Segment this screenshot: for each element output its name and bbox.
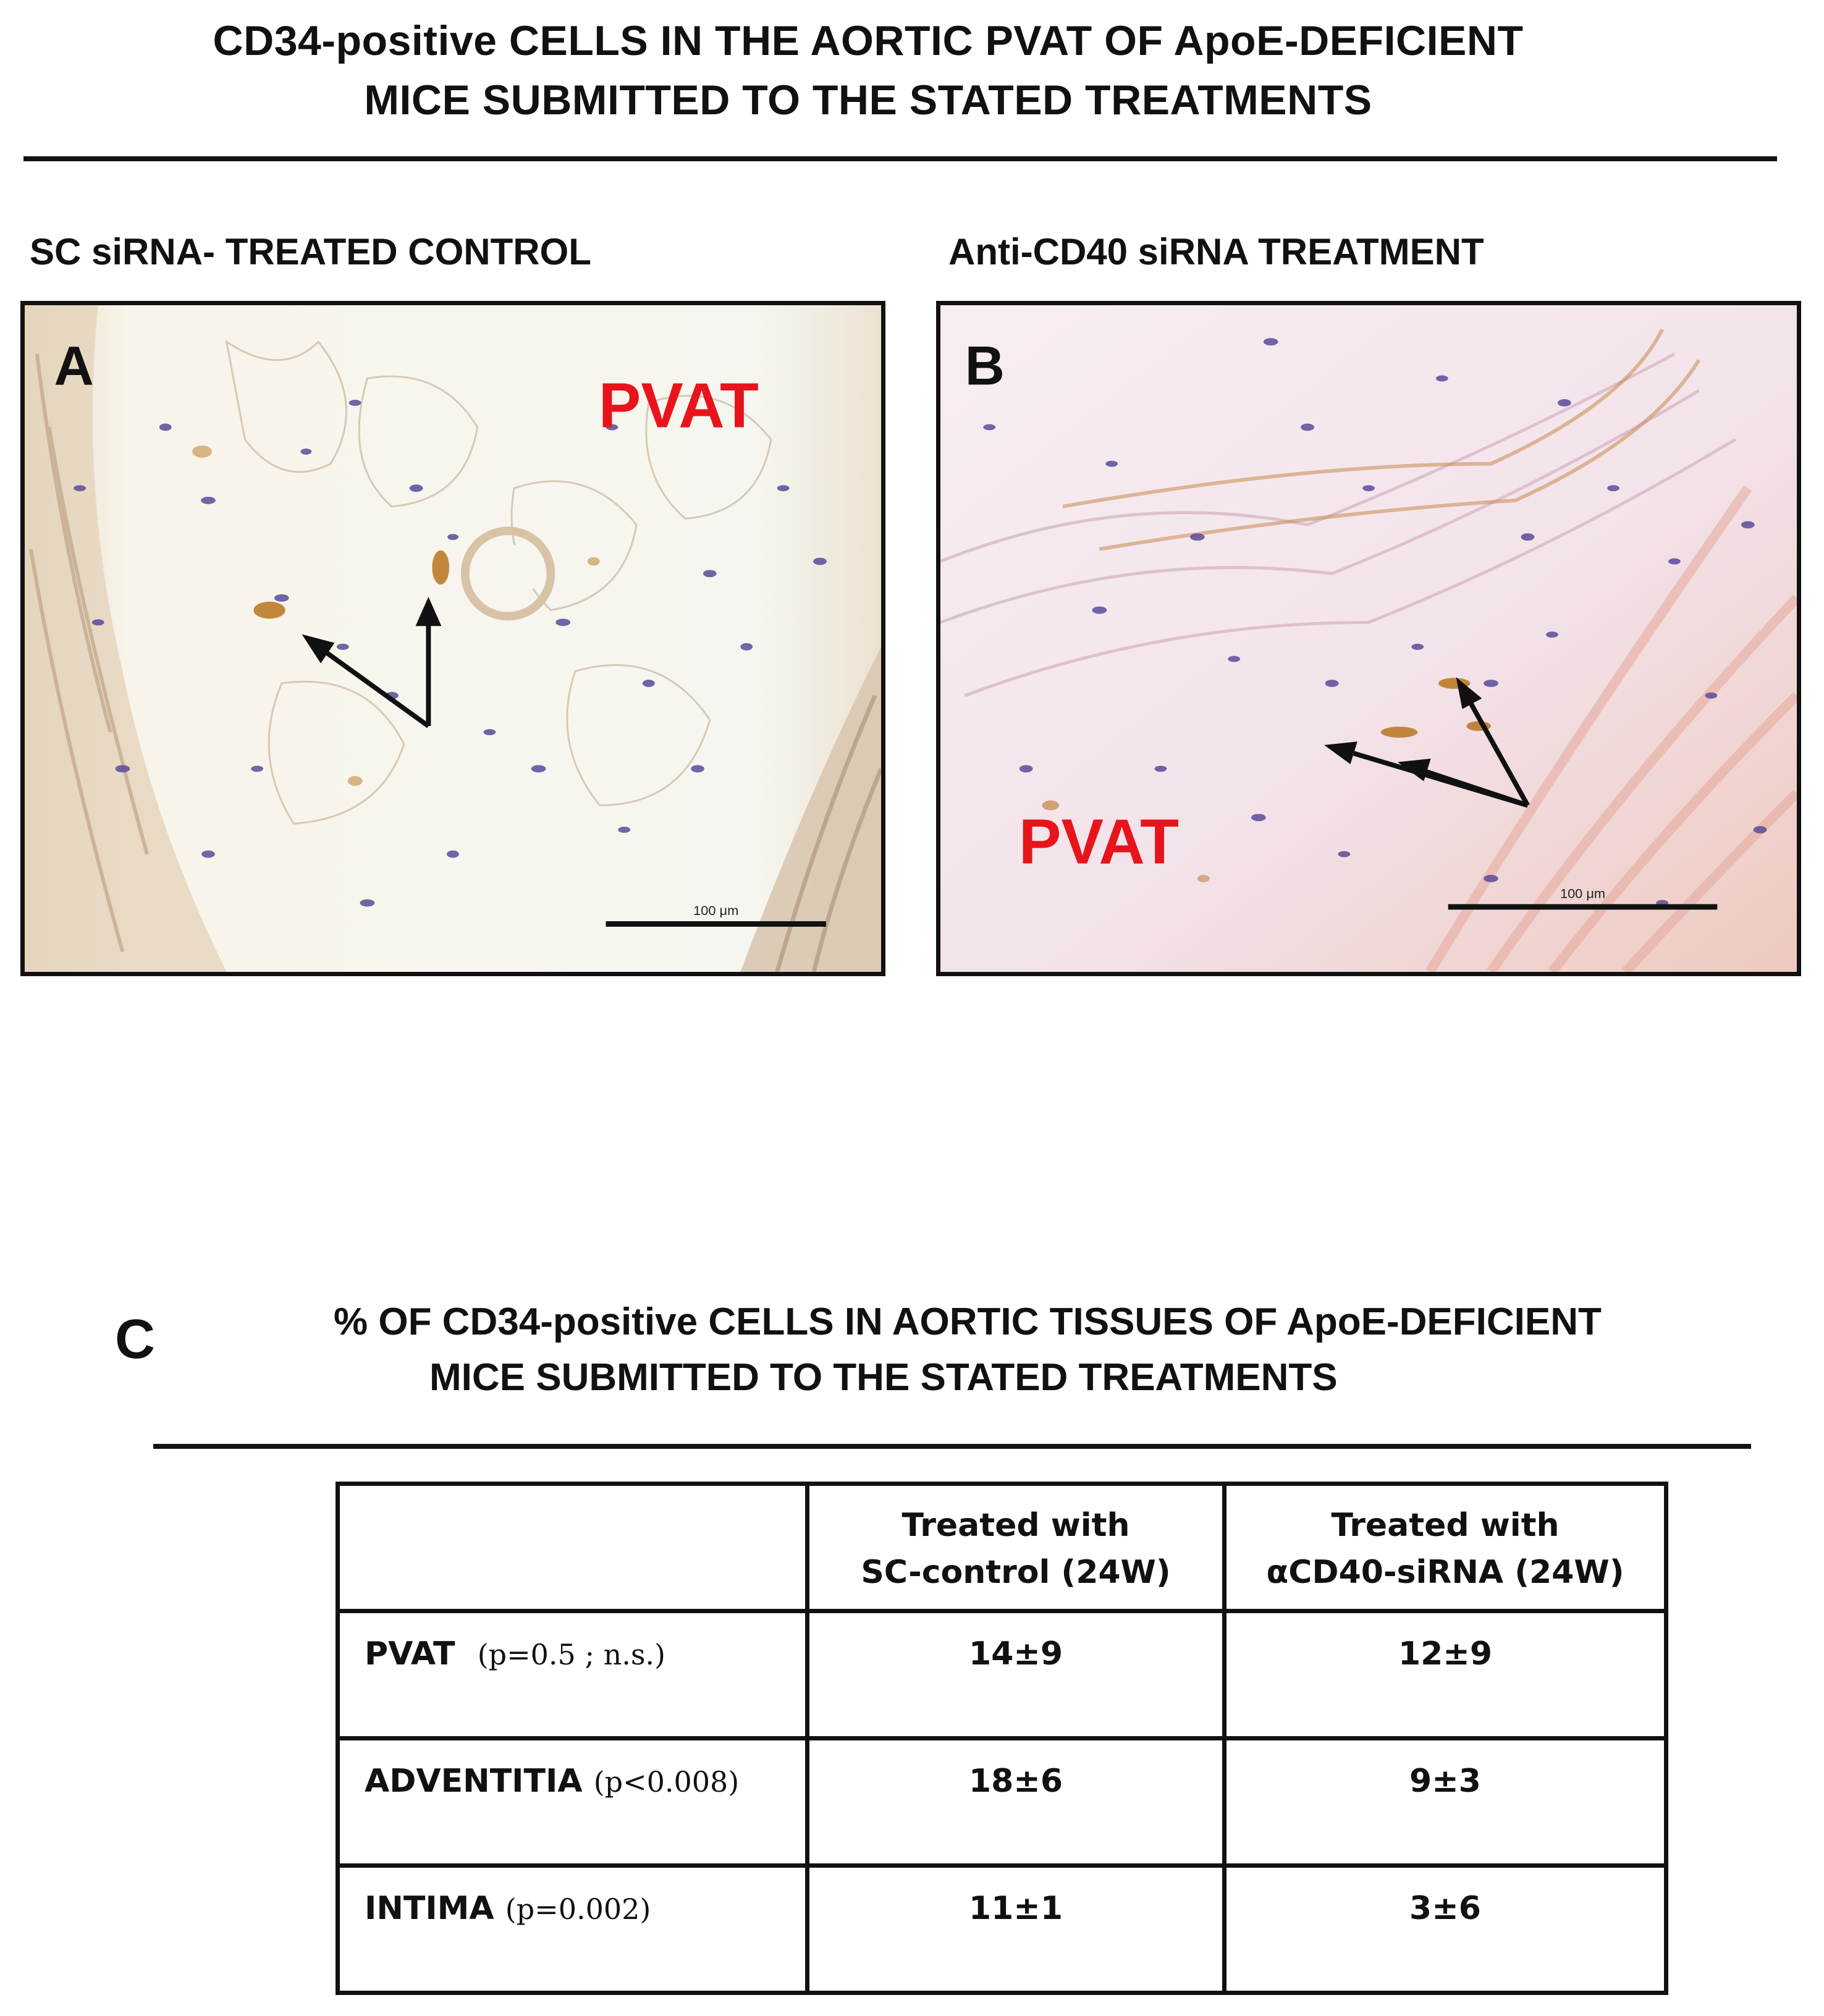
results-table: [336, 1482, 1668, 1995]
table-divider: [153, 1444, 1751, 1449]
row-label-adventitia: [338, 1739, 808, 1866]
table-row: [338, 1739, 1666, 1866]
table-corner-cell: [338, 1484, 808, 1611]
cell-acd40: 9±3: [1225, 1739, 1666, 1866]
panel-a-scale-label: 100 μm: [693, 903, 739, 919]
panel-c-title: [297, 1294, 1631, 1406]
panel-b-letter: B: [965, 334, 1005, 397]
col-header-acd40-line-1: Treated with: [1331, 1507, 1560, 1544]
panel-b-image: [940, 305, 1797, 972]
figure-title: [0, 11, 1736, 130]
cell-acd40: 12±9: [1225, 1611, 1666, 1739]
table-header-row: [338, 1484, 1666, 1611]
table-row: [338, 1611, 1666, 1739]
panel-c-title-line-2: MICE SUBMITTED TO THE STATED TREATMENTS: [429, 1356, 1338, 1399]
row-name: ADVENTITIA: [365, 1763, 583, 1800]
row-pvalue: (p<0.008): [593, 1765, 740, 1799]
col-header-sc-line-1: Treated with: [901, 1507, 1130, 1544]
col-header-sc-line-2: SC-control (24W): [861, 1554, 1171, 1591]
row-pvalue: (p=0.002): [505, 1892, 651, 1926]
cell-sc-control: 14±9: [808, 1611, 1225, 1739]
panel-a-image: [25, 305, 881, 972]
col-header-acd40-line-2: αCD40-siRNA (24W): [1266, 1554, 1624, 1591]
row-name: INTIMA: [365, 1890, 494, 1927]
cell-sc-control: 18±6: [808, 1739, 1225, 1866]
panel-a-letter: A: [54, 334, 94, 397]
figure-title-line-2: MICE SUBMITTED TO THE STATED TREATMENTS: [364, 77, 1372, 124]
row-name: PVAT: [365, 1635, 455, 1672]
row-label-intima: [338, 1866, 808, 1993]
col-header-acd40: [1225, 1484, 1666, 1611]
figure-title-line-1: CD34-positive CELLS IN THE AORTIC PVAT OF ApoE-DEFICIENT: [213, 17, 1524, 64]
panel-b-scale-label: 100 μm: [1560, 885, 1606, 901]
cell-sc-control: 11±1: [808, 1866, 1225, 1993]
panel-a-heading: SC siRNA- TREATED CONTROL: [30, 231, 591, 272]
panel-b-pvat-label: PVAT: [1018, 806, 1179, 877]
panel-a-micrograph: [20, 301, 885, 976]
panel-b-heading: Anti-CD40 siRNA TREATMENT: [948, 231, 1484, 272]
table-row: [338, 1866, 1666, 1993]
row-pvalue: (p=0.5 ; n.s.): [477, 1638, 665, 1671]
panel-c-title-line-1: % OF CD34-positive CELLS IN AORTIC TISSUES OF ApoE-DEFICIENT: [334, 1301, 1602, 1343]
title-divider: [23, 156, 1777, 161]
panel-c-letter: C: [115, 1309, 155, 1370]
col-header-sc-control: [808, 1484, 1225, 1611]
panel-a-pvat-label: PVAT: [598, 369, 759, 441]
row-label-pvat: [338, 1611, 808, 1739]
panel-b-micrograph: [936, 301, 1801, 976]
cell-acd40: 3±6: [1225, 1866, 1666, 1993]
